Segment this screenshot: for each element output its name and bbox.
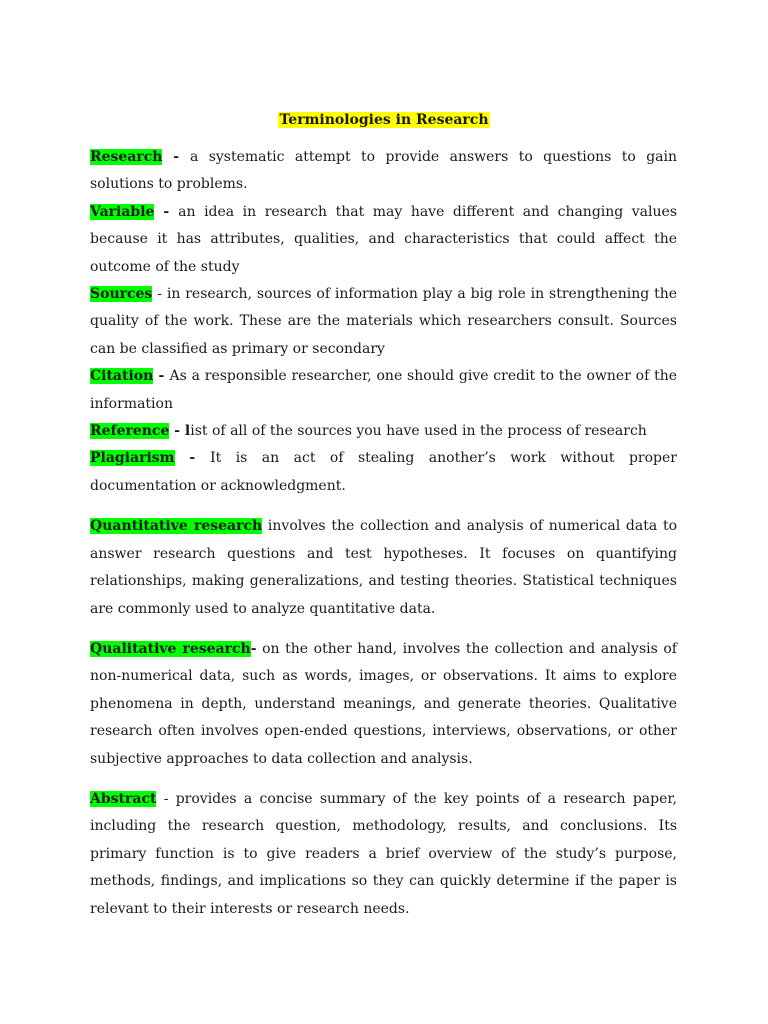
term-label: Abstract	[90, 790, 157, 807]
term-label: Citation	[90, 368, 154, 385]
document-title	[0, 109, 768, 131]
definition-research: Research - a systematic attempt to provide answers to questions to gain solutions to problems.	[90, 149, 677, 193]
document-body	[90, 144, 677, 923]
definition-sources: Sources - in research, sources of information play a big role in strengthening the quality of the work. These are the materials which researchers consult. Sources can be classified as primary or secondary	[90, 286, 677, 357]
term-label: Reference	[90, 423, 170, 440]
definition-text: in research, sources of information play a big role in strengthening the quality of the work. These are the materials which researchers consult. Sources can be classified as primary or secondary	[90, 286, 677, 357]
paragraph-text: - provides a concise summary of the key points of a research paper, including the research question, methodology, results, and conclusions. Its primary function is to give readers a brief overview of the study’s purpose, methods, findings, and implications so they can quickly determine if the paper is relevant to their interests or research needs.	[90, 790, 677, 917]
definition-text: As a responsible researcher, one should give credit to the owner of the information	[90, 368, 678, 412]
term-label: Research	[90, 149, 163, 165]
term-label: Sources	[90, 286, 153, 303]
term-label: Quantitative research	[90, 518, 263, 535]
term-label: Variable	[90, 203, 155, 220]
definition-plagiarism: Plagiarism - It is an act of stealing another’s work without proper documentation or acknowledgment.	[90, 450, 677, 494]
paragraph-text: on the other hand, involves the collection and analysis of non-numerical data, such as words, images, or observations. It aims to explore phenomena in depth, understand meanings, and generate theories. Qualitative research often involves open-ended questions, interviews, observations, or other subjective approaches to data collection and analysis.	[90, 640, 677, 767]
definition-text: ist of all of the sources you have used in the process of research	[190, 423, 647, 440]
definition-reference: Reference - list of all of the sources you have used in the process of research	[90, 423, 647, 440]
term-label: Qualitative research	[90, 640, 251, 657]
definition-text: It is an act of stealing another’s work without proper documentation or acknowledgment.	[90, 450, 677, 494]
definition-text: an idea in research that may have different and changing values because it has attributes, qualities, and characteristics that could affect the outcome of the study	[90, 203, 677, 275]
document-title-text: Terminologies in Research	[279, 112, 489, 128]
definition-variable: Variable - an idea in research that may have different and changing values because it has attributes, qualities, and characteristics that could affect the outcome of the study	[90, 203, 677, 275]
paragraph-text: involves the collection and analysis of numerical data to answer research questions and test hypotheses. It focuses on quantifying relationships, making generalizations, and testing theories. Statistical techniques are commonly used to analyze quantitative data.	[90, 518, 677, 617]
definition-text: a systematic attempt to provide answers to questions to gain solutions to problems.	[90, 149, 677, 193]
definition-citation: Citation - As a responsible researcher, one should give credit to the owner of the information	[90, 368, 678, 412]
paragraph-quantitative	[90, 513, 677, 623]
term-label: Plagiarism	[90, 450, 175, 467]
paragraph-qualitative: Qualitative research- on the other hand, involves the collection and analysis of non-numerical data, such as words, images, or observations. It aims to explore phenomena in depth, understand meanings, and generate theories. Qualitative research often involves open-ended questions, interviews, observations, or other subjective approaches to data collection and analysis.	[90, 640, 677, 767]
paragraph-abstract	[90, 786, 677, 923]
